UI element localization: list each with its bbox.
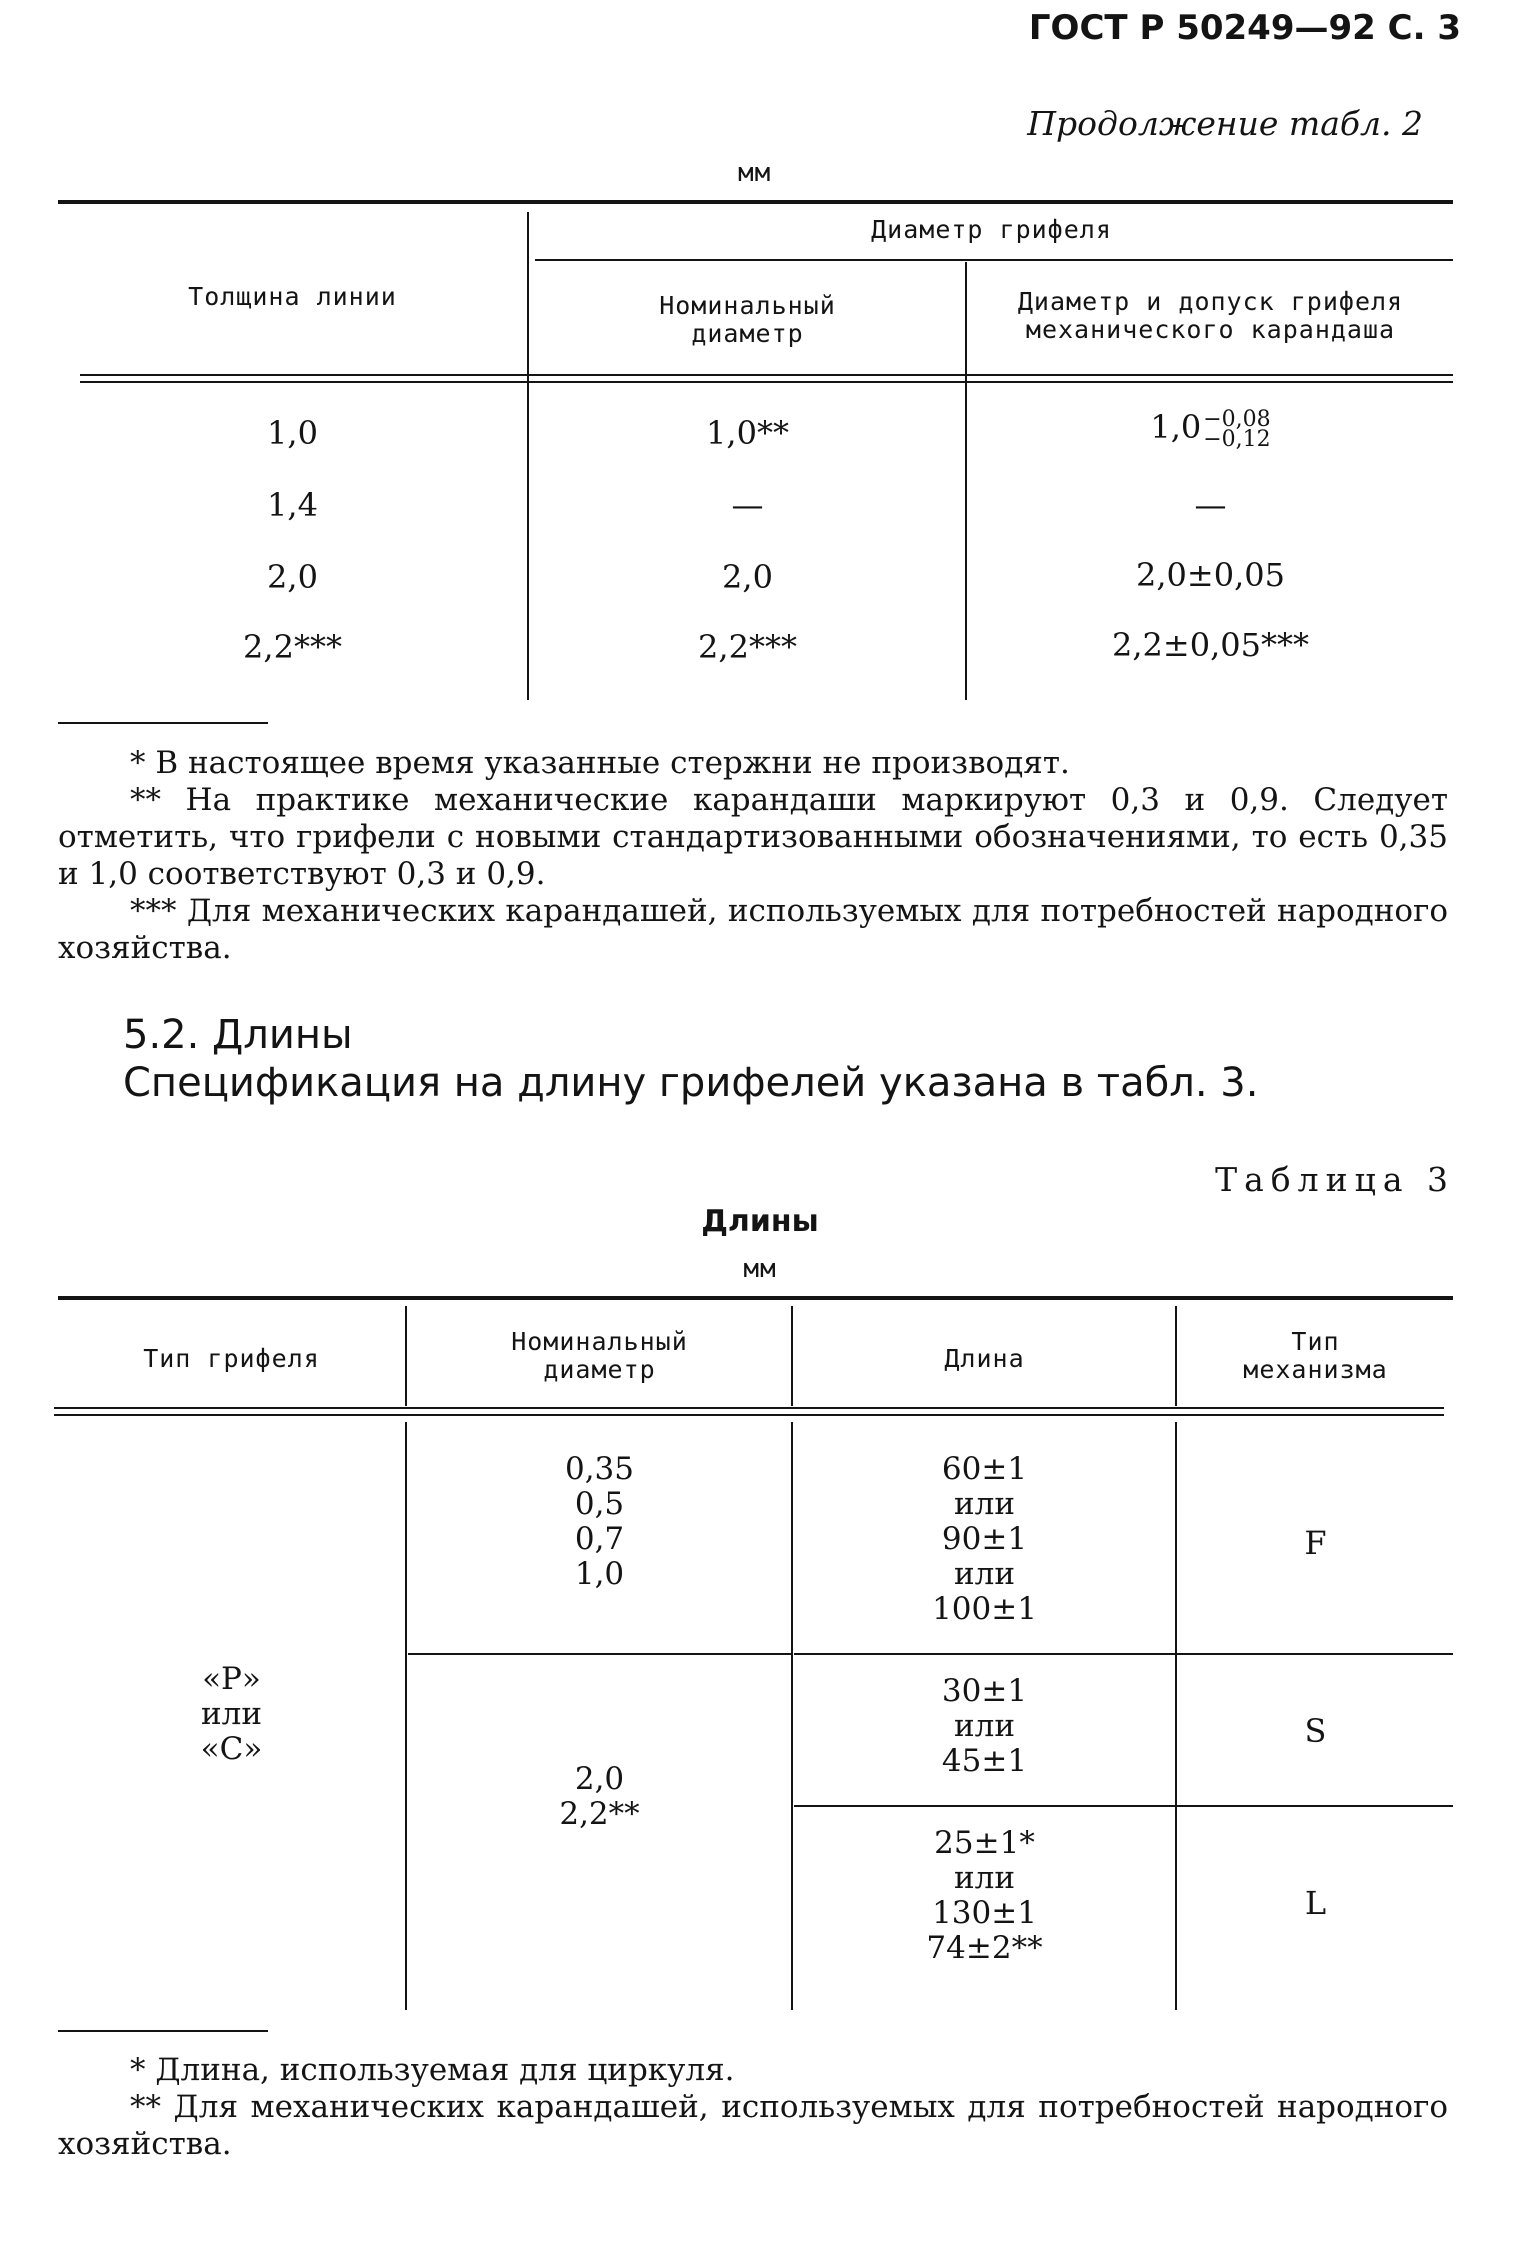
footnote2-1: * В настоящее время указанные стержни не производят. [130, 745, 1070, 781]
table3-top-rule [58, 1296, 1453, 1300]
table2-divider-2 [965, 262, 967, 700]
table2-row1-mechanical [968, 408, 1453, 450]
table3-header-mechanism-line1: Тип [1291, 1327, 1340, 1356]
table3-divider-3 [1175, 1306, 1177, 1406]
table2-row1-thickness: 1,0 [267, 414, 318, 452]
table3-length-l [794, 1826, 1175, 1966]
table2-row3-thickness: 2,0 [267, 558, 318, 596]
section-text: Спецификация на длину грифелей указана в табл. 3. [123, 1060, 1259, 1106]
section-heading: 5.2. Длины [123, 1012, 353, 1058]
table3-header-nominal-line2: диаметр [543, 1355, 656, 1384]
table3-length-divider-1 [794, 1653, 1453, 1655]
table3-nominal-group-sl [408, 1762, 791, 1832]
table3-length-f [794, 1452, 1175, 1627]
table2-row2-nominal: — [731, 486, 764, 524]
table2-group-underline [535, 259, 1453, 261]
table3-type-value [58, 1662, 405, 1767]
table3-header-mechanism-line2: механизма [1243, 1355, 1388, 1384]
table3-header-type: Тип грифеля [143, 1344, 320, 1373]
table2-unit: мм [738, 158, 772, 188]
table2-row3-nominal: 2,0 [722, 558, 773, 596]
table3-mechanism-s: S [1304, 1712, 1327, 1750]
table2-row1-mech-upper: −0,08 [1203, 406, 1271, 432]
table3-nominal-f-4: 1,0 [574, 1556, 625, 1592]
table3-length-s-1: 30±1 [941, 1673, 1028, 1709]
table3-divider-3-body [1175, 1422, 1177, 2010]
table3-length-f-3: 90±1 [941, 1521, 1028, 1557]
footnote3-2: ** Для механических карандашей, используемых для потребностей народного хозяйства. [58, 2089, 1448, 2162]
table3-header-rule-a [54, 1407, 1444, 1409]
table3-header-rule-b [54, 1414, 1444, 1416]
table-continuation-label: Продолжение табл. 2 [1027, 104, 1423, 143]
table3-length-s-2: или [953, 1708, 1016, 1744]
document-code: ГОСТ Р 50249—92 С. 3 [1028, 8, 1461, 48]
table2-row2-thickness: 1,4 [267, 486, 318, 524]
table2-row4-nominal: 2,2*** [698, 628, 797, 666]
footnote2-2: ** На практике механические карандаши маркируют 0,3 и 0,9. Следует отметить, что грифели с новыми стандартизованными обозначениями, то есть 0,35 и 1,0 соответствуют 0,3 и 0,9. [58, 782, 1448, 892]
table2-row4-mechanical: 2,2±0,05*** [1112, 626, 1309, 664]
table2-header-thickness: Толщина линии [188, 282, 397, 311]
table3-header-length: Длина [944, 1344, 1025, 1373]
table3-unit: мм [743, 1254, 777, 1284]
table3-label: Таблица 3 [1215, 1160, 1455, 1199]
footnote3-separator [58, 2030, 268, 2032]
footnote3-1: * Длина, используемая для циркуля. [130, 2052, 735, 2088]
table3-title: Длины [701, 1204, 819, 1239]
table3-divider-1 [405, 1306, 407, 1406]
table3-divider-2 [791, 1306, 793, 1406]
table3-nominal-sl-1: 2,0 [574, 1761, 625, 1797]
table3-length-l-2: или [953, 1860, 1016, 1896]
table2-header-mechanical-line2: механического карандаша [1025, 315, 1396, 344]
table3-header-mechanism [1178, 1328, 1453, 1384]
table3-nominal-group-f [408, 1452, 791, 1592]
table3-type-line3: «С» [200, 1731, 263, 1767]
table3-length-f-5: 100±1 [932, 1591, 1037, 1627]
footnotes-table3 [58, 2052, 1448, 2163]
table3-length-l-4: 74±2** [926, 1930, 1043, 1966]
table2-header-mechanical-line1: Диаметр и допуск грифеля [1017, 287, 1404, 316]
footnotes-table2 [58, 745, 1448, 967]
table3-divider-1-body [405, 1422, 407, 2010]
table2-row1-nominal: 1,0** [706, 414, 789, 452]
table2-row3-mechanical: 2,0±0,05 [1136, 556, 1285, 594]
table2-divider-1 [527, 212, 529, 700]
table2-header-diameter-group: Диаметр грифеля [871, 215, 1112, 244]
table3-nominal-sl-2: 2,2** [559, 1796, 640, 1832]
table3-type-line2: или [200, 1696, 263, 1732]
table2-header-mechanical [968, 288, 1453, 344]
table2-row2-mechanical: — [1194, 486, 1227, 524]
table3-mechanism-f: F [1304, 1524, 1327, 1562]
table3-length-l-3: 130±1 [932, 1895, 1037, 1931]
table3-nominal-f-1: 0,35 [564, 1451, 635, 1487]
table2-row1-mech-base: 1,0 [1150, 408, 1202, 446]
table2-header-nominal-line2: диаметр [691, 319, 804, 348]
table3-nominal-divider [408, 1653, 791, 1655]
table2-row4-thickness: 2,2*** [243, 628, 342, 666]
footnote2-separator [58, 722, 268, 724]
table2-row1-mech-lower: −0,12 [1203, 426, 1271, 452]
table3-nominal-f-3: 0,7 [574, 1521, 625, 1557]
table3-length-f-4: или [953, 1556, 1016, 1592]
table2-row1-mech-tolerance [1203, 406, 1271, 452]
table2-top-rule [58, 200, 1453, 204]
table2-header-rule-b [80, 381, 1453, 383]
table3-length-f-2: или [953, 1486, 1016, 1522]
table3-length-l-1: 25±1* [934, 1825, 1035, 1861]
table3-header-nominal-line1: Номинальный [511, 1327, 688, 1356]
table3-length-s [794, 1674, 1175, 1779]
table3-length-f-1: 60±1 [941, 1451, 1028, 1487]
table3-divider-2-body [791, 1422, 793, 2010]
table3-mechanism-l: L [1304, 1884, 1327, 1922]
table3-length-s-3: 45±1 [941, 1743, 1028, 1779]
table3-nominal-f-2: 0,5 [574, 1486, 625, 1522]
table3-length-divider-2 [794, 1805, 1453, 1807]
table2-header-nominal [530, 292, 965, 348]
table3-type-line1: «Р» [202, 1661, 261, 1697]
table2-header-rule-a [80, 374, 1453, 376]
table3-header-nominal [408, 1328, 791, 1384]
table2-header-nominal-line1: Номинальный [659, 291, 836, 320]
footnote2-3: *** Для механических карандашей, используемых для потребностей народного хозяйства. [58, 893, 1448, 966]
